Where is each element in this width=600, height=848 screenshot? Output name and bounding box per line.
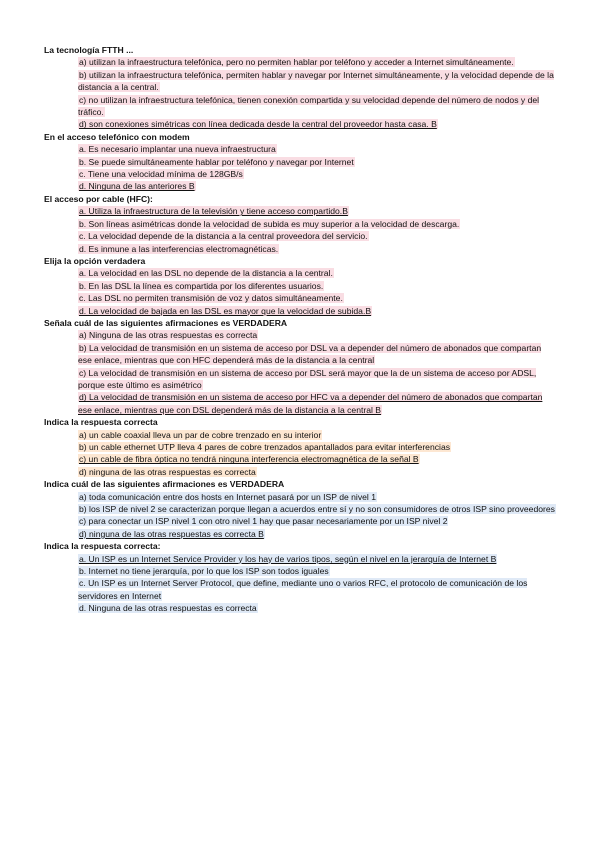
answer-option: [78, 515, 556, 527]
answer-option: [78, 243, 556, 255]
question-block: [44, 540, 556, 614]
answer-text: c. Las DSL no permiten transmisión de voz y datos simultáneamente.: [79, 293, 343, 304]
answer-option: [78, 69, 556, 94]
question-title: El acceso por cable (HFC):: [44, 193, 153, 204]
question-block: [44, 255, 556, 317]
answer-option: [78, 577, 556, 602]
answer-option: [78, 528, 556, 540]
answer-text: a) Ninguna de las otras respuestas es correcta: [79, 330, 258, 341]
answer-option: [78, 205, 556, 217]
answer-text: b) La velocidad de transmisión en un sistema de acceso por DSL va a depender del número de abonados que compartan ese enlace, mientras que con HFC dependerá más de la distancia a la central: [78, 342, 542, 366]
question-title: La tecnología FTTH ...: [44, 45, 134, 55]
correct-answer-text: d. Ninguna de las anteriores B: [79, 181, 195, 192]
question-block: [44, 317, 556, 416]
question-block: [44, 478, 556, 540]
answer-text: a. La velocidad en las DSL no depende de la distancia a la central.: [79, 268, 333, 279]
question-title: Indica cuál de las siguientes afirmaciones es VERDADERA: [44, 479, 285, 490]
answer-text: b) un cable ethernet UTP lleva 4 pares de cobre trenzados apantallados para evitar interferencias: [79, 442, 451, 452]
answer-text: b. Se puede simultáneamente hablar por teléfono y navegar por Internet: [79, 156, 354, 167]
answer-option: [78, 230, 556, 242]
question-title: Indica la respuesta correcta:: [44, 541, 161, 552]
answer-text: a) utilizan la infraestructura telefónica, pero no permiten hablar por teléfono y acceder a Internet simultáneamente.: [79, 57, 514, 68]
correct-answer-text: d) La velocidad de transmisión en un sistema de acceso por HFC va a depender del número de abonados que compartan ese enlace, mientras que con DSL dependerá más de la distancia a la central B: [78, 392, 543, 415]
question-block: [44, 193, 556, 255]
answer-option: [78, 94, 556, 119]
answer-text: c. Tiene una velocidad mínima de 128GB/s: [79, 169, 243, 180]
answer-option: [78, 267, 556, 279]
answer-option: [78, 329, 556, 341]
correct-answer-text: a. Utiliza la infraestructura de la televisión y tiene acceso compartido.B: [79, 206, 348, 217]
answer-text: c. La velocidad depende de la distancia a la central proveedora del servicio.: [79, 231, 368, 242]
answer-option: [78, 466, 556, 478]
correct-answer-text: c) un cable de fibra óptica no tendrá ninguna interferencia electromagnética de la señal B: [79, 454, 419, 465]
question-title: Indica la respuesta correcta: [44, 417, 158, 428]
answer-option: [78, 56, 556, 68]
answer-option: [78, 143, 556, 155]
answer-option: [78, 602, 556, 614]
question-block: [44, 416, 556, 478]
answer-option: [78, 168, 556, 180]
question-block: [44, 131, 556, 193]
answer-text: a) toda comunicación entre dos hosts en Internet pasará por un ISP de nivel 1: [79, 491, 376, 502]
answer-text: b) los ISP de nivel 2 se caracterizan porque llegan a acuerdos entre sí y no son consumidores de otros ISP sino proveedores: [79, 504, 555, 515]
question-title: Señala cuál de las siguientes afirmaciones es VERDADERA: [44, 317, 288, 328]
answer-option: [78, 503, 556, 515]
correct-answer-text: d) ninguna de las otras respuestas es correcta B: [79, 528, 264, 539]
answer-option: [78, 305, 556, 317]
answer-option: [78, 565, 556, 577]
answer-option: [78, 553, 556, 565]
answer-text: d. Ninguna de las otras respuestas es correcta: [79, 603, 257, 614]
correct-answer-text: a. Un ISP es un Internet Service Provider y los hay de varios tipos, según el nivel en la jerarquía de Internet B: [79, 553, 497, 564]
document-body: [44, 44, 556, 615]
answer-option: [78, 218, 556, 230]
answer-option: [78, 453, 556, 465]
answer-option: [78, 441, 556, 453]
answer-text: d) ninguna de las otras respuestas es correcta: [79, 466, 256, 477]
answer-option: [78, 491, 556, 503]
answer-text: c) La velocidad de transmisión en un sistema de acceso por DSL será mayor que la de un sistema de acceso por ADSL, porque este último es asimétrico: [78, 367, 537, 390]
answer-text: a) un cable coaxial lleva un par de cobre trenzado en su interior: [79, 429, 322, 440]
answer-text: a. Es necesario implantar una nueva infraestructura: [79, 144, 276, 155]
answer-text: b) utilizan la infraestructura telefónica, permiten hablar y navegar por Internet simultáneamente, y la velocidad depende de la distancia a la central.: [78, 69, 554, 93]
answer-text: b. Son líneas asimétricas donde la velocidad de subida es muy superior a la velocidad de descarga.: [79, 218, 460, 229]
question-title: Elija la opción verdadera: [44, 255, 146, 266]
answer-text: b. Internet no tiene jerarquía, por lo que los ISP son todos iguales: [79, 566, 329, 577]
answer-option: [78, 342, 556, 367]
answer-text: c) para conectar un ISP nivel 1 con otro nivel 1 hay que pasar necesariamente por un ISP nivel 2: [79, 516, 448, 527]
answer-option: [78, 292, 556, 304]
correct-answer-text: d. La velocidad de bajada en las DSL es mayor que la velocidad de subida.B: [79, 305, 372, 316]
question-title: En el acceso telefónico con modem: [44, 131, 190, 142]
answer-option: [78, 429, 556, 441]
question-block: [44, 44, 556, 131]
answer-option: [78, 180, 556, 192]
answer-option: [78, 367, 556, 392]
answer-option: [78, 156, 556, 168]
answer-text: c) no utilizan la infraestructura telefónica, tienen conexión compartida y su velocidad depende del número de nodos y del tráfico.: [78, 94, 540, 118]
answer-text: b. En las DSL la línea es compartida por los diferentes usuarios.: [79, 280, 324, 291]
answer-text: d. Es inmune a las interferencias electromagnéticas.: [79, 243, 279, 254]
correct-answer-text: d) son conexiones simétricas con línea dedicada desde la central del proveedor hasta casa. B: [79, 119, 437, 130]
answer-text: c. Un ISP es un Internet Server Protocol, que define, mediante uno o varios RFC, el protocolo de comunicación de los servidores en Internet: [78, 578, 528, 601]
answer-option: [78, 391, 556, 416]
answer-option: [78, 118, 556, 130]
answer-option: [78, 280, 556, 292]
